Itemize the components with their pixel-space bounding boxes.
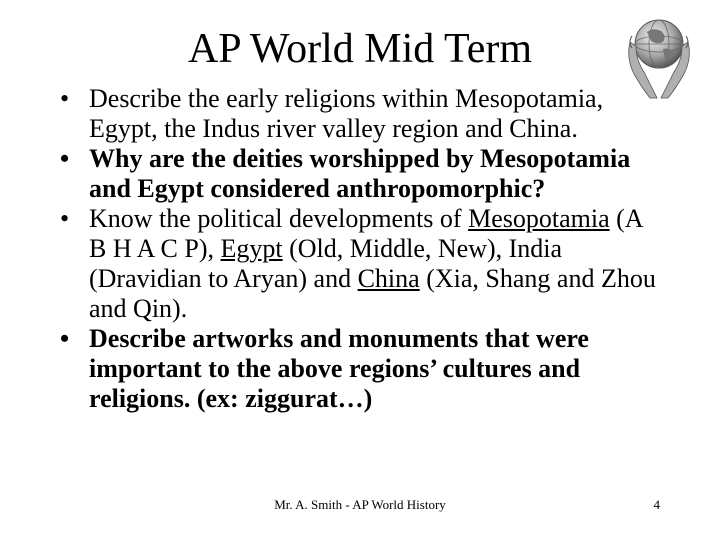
bullet-text-part: (Xia, Shang and Zhou and Qin).: [89, 264, 656, 323]
bullet-text-part: (Old, Middle, New), India (Dravidian to Aryan) and: [89, 234, 563, 293]
bullet-text: Describe artworks and monuments that were important to the above regions’ cultures and religions. (ex: ziggurat…): [89, 324, 589, 413]
mesopotamia-underlined: Mesopotamia: [468, 204, 610, 233]
bullet-marker: •: [60, 324, 70, 353]
page-number: 4: [653, 497, 660, 512]
slide-title: AP World Mid Term: [187, 26, 533, 72]
bullet-item-artworks: [60, 324, 660, 414]
bullet-item-deities: [60, 144, 660, 204]
bullet-marker: •: [60, 204, 70, 233]
bullet-marker: •: [60, 84, 70, 113]
china-underlined: China: [357, 264, 420, 293]
slide-footer: Mr. A. Smith - AP World History: [274, 497, 446, 512]
bullet-item-religions: [60, 84, 660, 144]
bullet-text: Why are the deities worshipped by Mesopotamia and Egypt considered anthropomorphic?: [89, 144, 631, 203]
egypt-underlined: Egypt: [220, 234, 283, 263]
bullet-list: [60, 84, 660, 414]
bullet-marker: •: [60, 144, 70, 173]
bullet-item-political-developments: [60, 204, 660, 324]
bullet-text: Describe the early religions within Mesopotamia, Egypt, the Indus river valley region and China.: [89, 84, 604, 143]
bullet-text-part: (A B H A C P),: [89, 204, 643, 263]
bullet-text-part: Know the political developments of: [89, 204, 469, 233]
